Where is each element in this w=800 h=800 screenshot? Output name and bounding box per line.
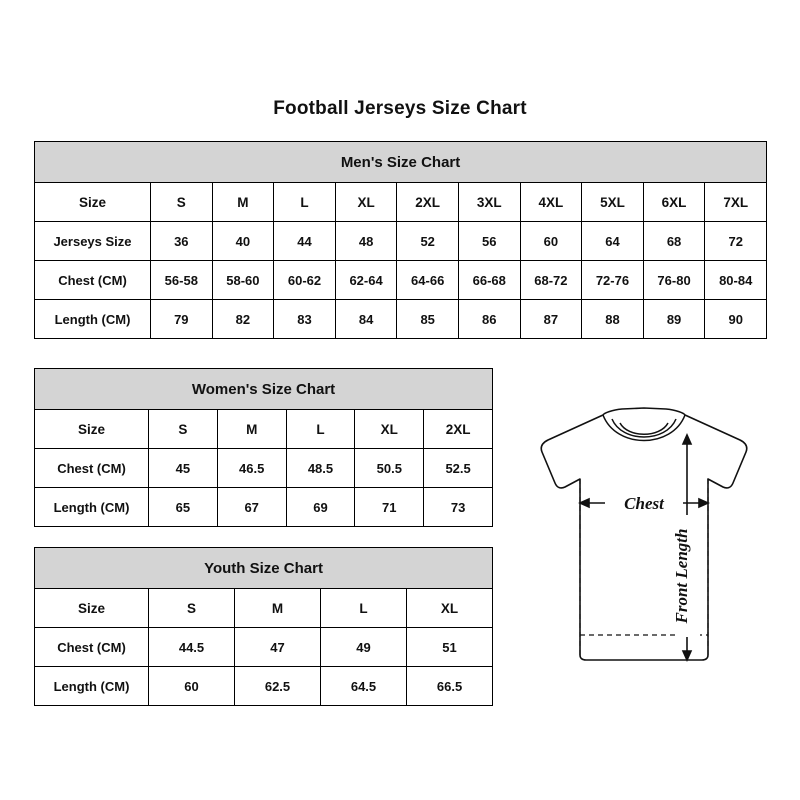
cell: 2XL <box>397 183 459 222</box>
row-label: Length (CM) <box>35 488 149 527</box>
cell: 52 <box>397 222 459 261</box>
mens-size-table <box>34 141 767 339</box>
cell: 36 <box>151 222 213 261</box>
table-row <box>35 183 767 222</box>
cell: S <box>149 589 235 628</box>
row-label: Length (CM) <box>35 667 149 706</box>
cell: 5XL <box>582 183 644 222</box>
cell: 40 <box>212 222 274 261</box>
cell: 85 <box>397 300 459 339</box>
row-label: Chest (CM) <box>35 628 149 667</box>
cell: L <box>274 183 336 222</box>
front-length-measure-label: Front Length <box>672 528 691 624</box>
cell: XL <box>407 589 493 628</box>
youth-size-chart <box>34 547 492 706</box>
cell: 80-84 <box>705 261 767 300</box>
cell: 90 <box>705 300 767 339</box>
cell: 62-64 <box>335 261 397 300</box>
tshirt-measurement-diagram <box>500 405 788 695</box>
cell: 89 <box>643 300 705 339</box>
cell: 68 <box>643 222 705 261</box>
cell: L <box>286 410 355 449</box>
cell: 68-72 <box>520 261 582 300</box>
mens-caption: Men's Size Chart <box>35 142 767 183</box>
row-label: Jerseys Size <box>35 222 151 261</box>
row-label: Size <box>35 183 151 222</box>
table-row <box>35 261 767 300</box>
cell: 73 <box>424 488 493 527</box>
cell: M <box>212 183 274 222</box>
table-caption-row <box>35 369 493 410</box>
cell: 56 <box>458 222 520 261</box>
womens-size-table <box>34 368 493 527</box>
cell: XL <box>335 183 397 222</box>
cell: 60-62 <box>274 261 336 300</box>
cell: 52.5 <box>424 449 493 488</box>
cell: 87 <box>520 300 582 339</box>
womens-caption: Women's Size Chart <box>35 369 493 410</box>
cell: 47 <box>235 628 321 667</box>
cell: 58-60 <box>212 261 274 300</box>
cell: 69 <box>286 488 355 527</box>
cell: 60 <box>149 667 235 706</box>
cell: 82 <box>212 300 274 339</box>
cell: 72 <box>705 222 767 261</box>
cell: 48 <box>335 222 397 261</box>
cell: 51 <box>407 628 493 667</box>
table-row <box>35 628 493 667</box>
cell: 64.5 <box>321 667 407 706</box>
cell: 66.5 <box>407 667 493 706</box>
chest-measure-label: Chest <box>624 494 664 513</box>
cell: 83 <box>274 300 336 339</box>
row-label: Size <box>35 410 149 449</box>
youth-size-table <box>34 547 493 706</box>
cell: 44.5 <box>149 628 235 667</box>
cell: 7XL <box>705 183 767 222</box>
cell: 71 <box>355 488 424 527</box>
cell: 65 <box>149 488 218 527</box>
cell: 2XL <box>424 410 493 449</box>
cell: 50.5 <box>355 449 424 488</box>
cell: 45 <box>149 449 218 488</box>
table-row <box>35 222 767 261</box>
cell: XL <box>355 410 424 449</box>
cell: 3XL <box>458 183 520 222</box>
cell: M <box>217 410 286 449</box>
mens-size-chart <box>34 141 766 339</box>
cell: 64 <box>582 222 644 261</box>
cell: 62.5 <box>235 667 321 706</box>
cell: 44 <box>274 222 336 261</box>
cell: L <box>321 589 407 628</box>
row-label: Length (CM) <box>35 300 151 339</box>
table-caption-row <box>35 142 767 183</box>
row-label: Size <box>35 589 149 628</box>
cell: S <box>151 183 213 222</box>
cell: 6XL <box>643 183 705 222</box>
cell: 46.5 <box>217 449 286 488</box>
table-row <box>35 488 493 527</box>
table-row <box>35 449 493 488</box>
cell: 60 <box>520 222 582 261</box>
cell: 49 <box>321 628 407 667</box>
table-row <box>35 410 493 449</box>
cell: 72-76 <box>582 261 644 300</box>
cell: 88 <box>582 300 644 339</box>
cell: 4XL <box>520 183 582 222</box>
cell: 79 <box>151 300 213 339</box>
table-row <box>35 300 767 339</box>
cell: 56-58 <box>151 261 213 300</box>
page-title: Football Jerseys Size Chart <box>273 98 527 119</box>
cell: 64-66 <box>397 261 459 300</box>
womens-size-chart <box>34 368 492 527</box>
cell: 48.5 <box>286 449 355 488</box>
youth-caption: Youth Size Chart <box>35 548 493 589</box>
cell: 67 <box>217 488 286 527</box>
table-row <box>35 589 493 628</box>
cell: 84 <box>335 300 397 339</box>
table-row <box>35 667 493 706</box>
row-label: Chest (CM) <box>35 261 151 300</box>
cell: M <box>235 589 321 628</box>
cell: 66-68 <box>458 261 520 300</box>
cell: S <box>149 410 218 449</box>
row-label: Chest (CM) <box>35 449 149 488</box>
table-caption-row <box>35 548 493 589</box>
cell: 86 <box>458 300 520 339</box>
cell: 76-80 <box>643 261 705 300</box>
